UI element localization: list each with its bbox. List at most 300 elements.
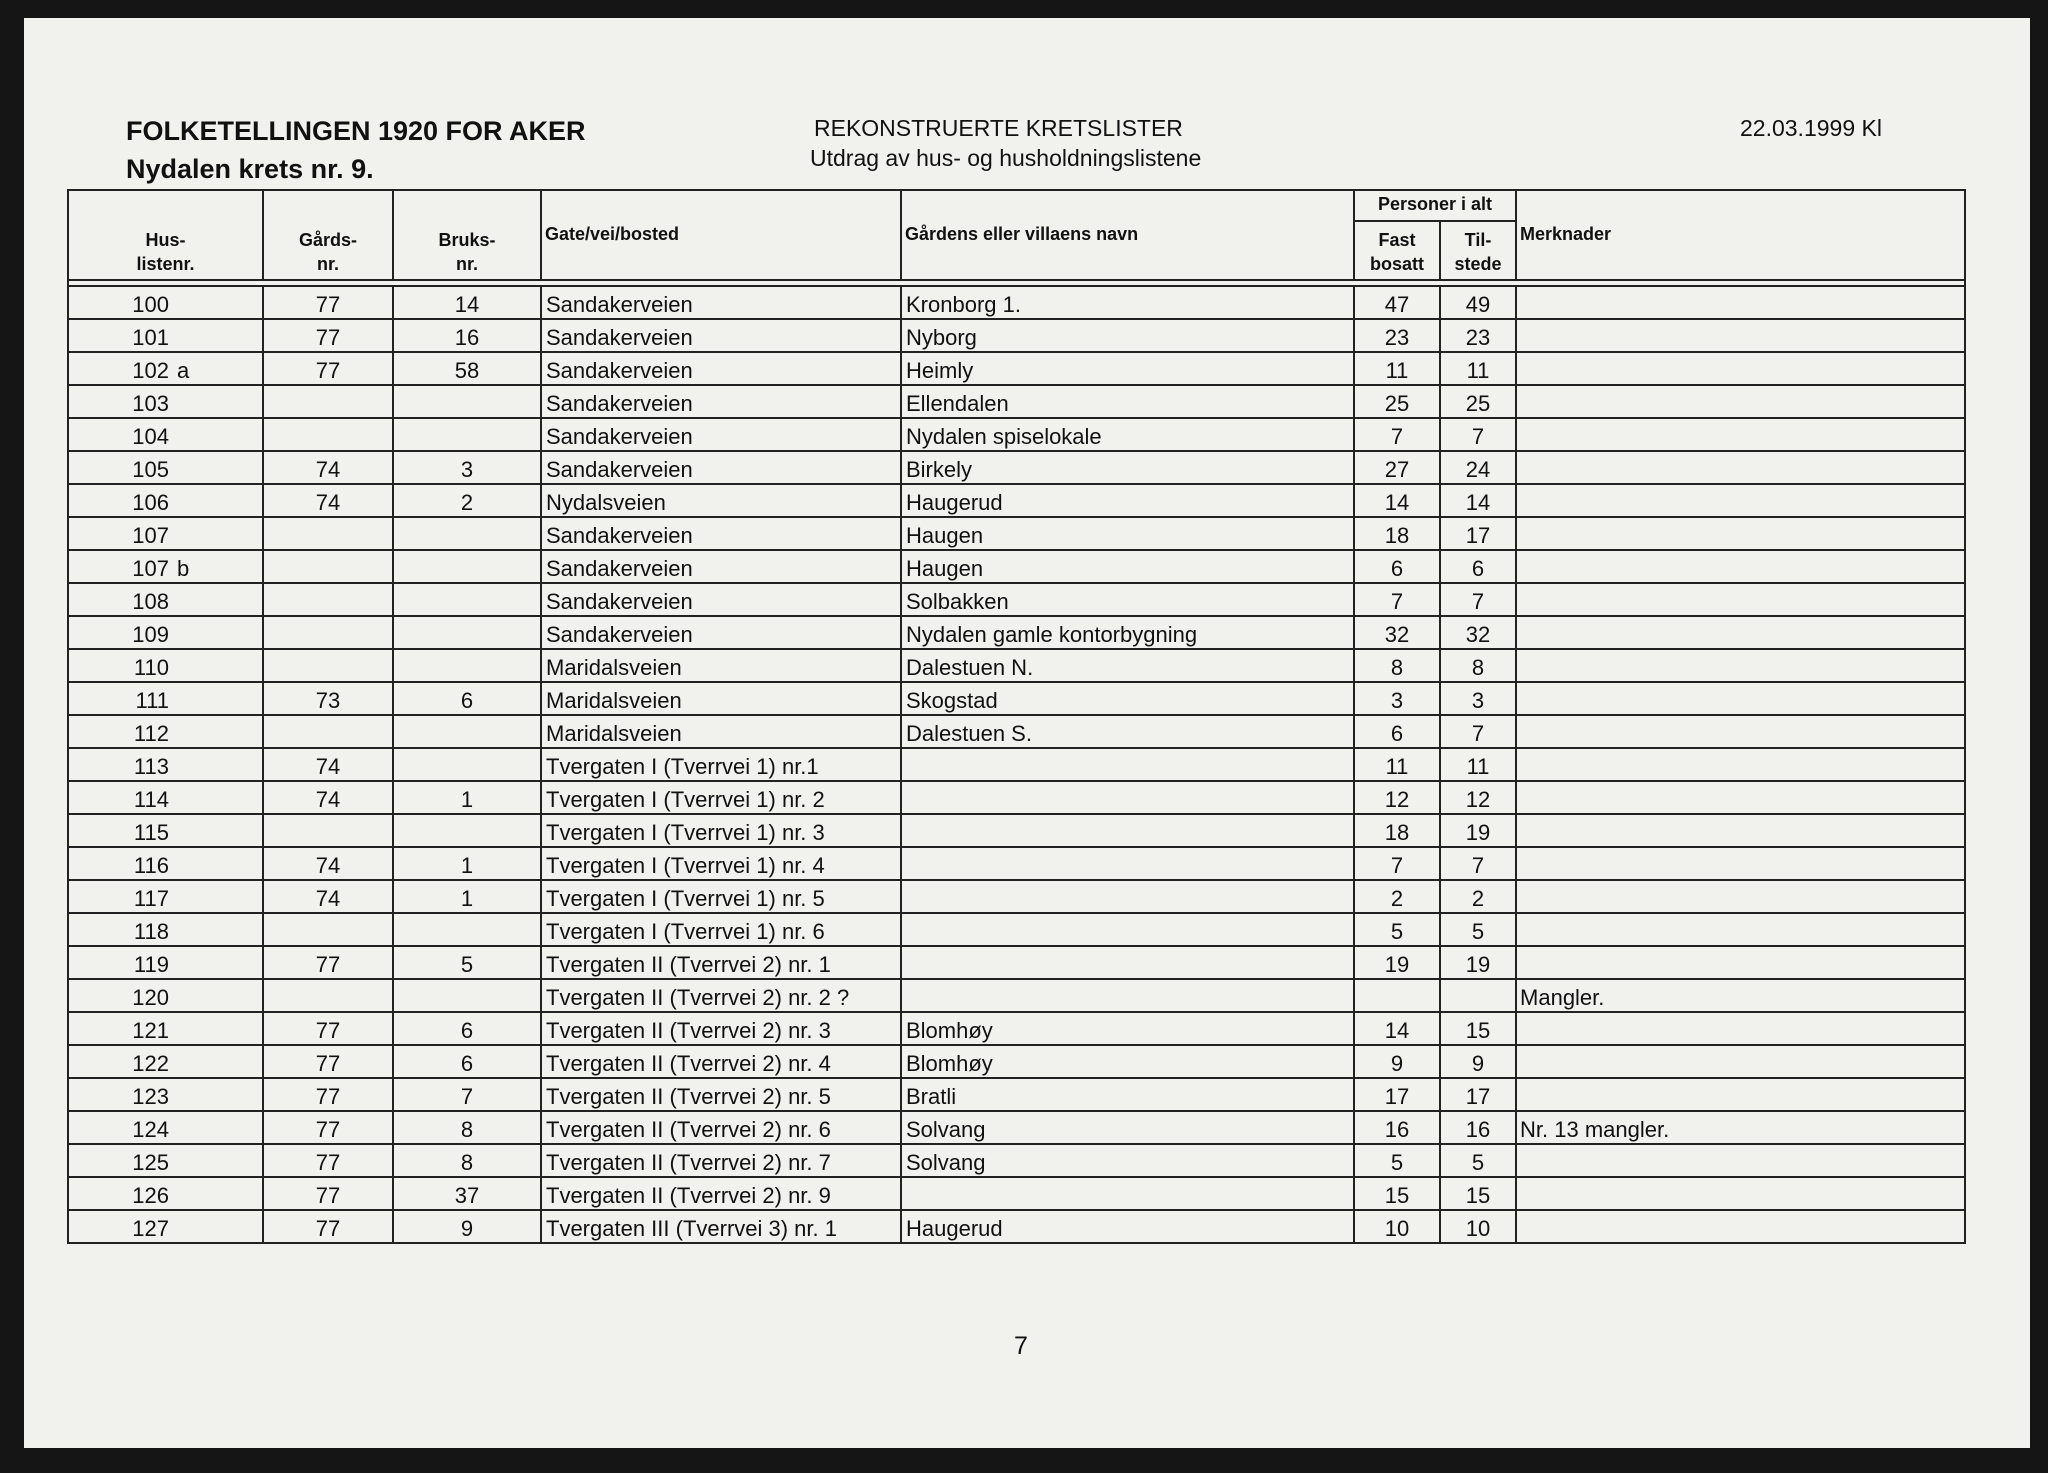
cell-navn: Solvang bbox=[901, 1111, 1354, 1144]
cell-gards-nr: 74 bbox=[263, 847, 393, 880]
table-row bbox=[68, 418, 1965, 451]
cell-til-stede: 2 bbox=[1440, 880, 1516, 913]
table-row bbox=[68, 1177, 1965, 1210]
col-header-merknader: Merknader bbox=[1516, 190, 1965, 280]
table-row bbox=[68, 913, 1965, 946]
table-row bbox=[68, 385, 1965, 418]
cell-gards-nr: 77 bbox=[263, 1045, 393, 1078]
cell-bruks-nr: 6 bbox=[393, 1045, 541, 1078]
cell-bruks-nr bbox=[393, 550, 541, 583]
cell-bruks-nr bbox=[393, 814, 541, 847]
cell-navn bbox=[901, 1177, 1354, 1210]
table-row bbox=[68, 583, 1965, 616]
table-row bbox=[68, 715, 1965, 748]
cell-navn bbox=[901, 781, 1354, 814]
cell-bruks-nr bbox=[393, 649, 541, 682]
cell-bruks-nr: 7 bbox=[393, 1078, 541, 1111]
cell-merknad bbox=[1516, 517, 1965, 550]
cell-gards-nr: 77 bbox=[263, 1111, 393, 1144]
cell-husliste-suffix bbox=[175, 1210, 263, 1243]
cell-bruks-nr bbox=[393, 715, 541, 748]
cell-gards-nr: 74 bbox=[263, 451, 393, 484]
cell-merknad bbox=[1516, 814, 1965, 847]
cell-navn: Skogstad bbox=[901, 682, 1354, 715]
cell-gards-nr: 77 bbox=[263, 319, 393, 352]
cell-til-stede: 17 bbox=[1440, 1078, 1516, 1111]
cell-fast-bosatt: 15 bbox=[1354, 1177, 1440, 1210]
cell-husliste-suffix bbox=[175, 913, 263, 946]
cell-gate: Tvergaten II (Tverrvei 2) nr. 3 bbox=[541, 1012, 901, 1045]
cell-husliste-nr: 109 bbox=[68, 616, 175, 649]
col-header-gards-line1: Gårds- bbox=[298, 230, 358, 250]
col-header-gards-line2: nr. bbox=[316, 254, 339, 274]
cell-fast-bosatt: 7 bbox=[1354, 418, 1440, 451]
cell-gards-nr: 77 bbox=[263, 1078, 393, 1111]
cell-fast-bosatt: 32 bbox=[1354, 616, 1440, 649]
cell-husliste-nr: 115 bbox=[68, 814, 175, 847]
cell-husliste-suffix bbox=[175, 418, 263, 451]
cell-husliste-suffix bbox=[175, 1045, 263, 1078]
cell-fast-bosatt: 27 bbox=[1354, 451, 1440, 484]
cell-fast-bosatt bbox=[1354, 979, 1440, 1012]
cell-bruks-nr: 8 bbox=[393, 1111, 541, 1144]
cell-bruks-nr bbox=[393, 913, 541, 946]
cell-gate: Tvergaten I (Tverrvei 1) nr. 6 bbox=[541, 913, 901, 946]
cell-bruks-nr bbox=[393, 583, 541, 616]
cell-fast-bosatt: 18 bbox=[1354, 814, 1440, 847]
cell-husliste-nr: 118 bbox=[68, 913, 175, 946]
cell-gate: Tvergaten II (Tverrvei 2) nr. 9 bbox=[541, 1177, 901, 1210]
cell-merknad bbox=[1516, 1078, 1965, 1111]
cell-merknad bbox=[1516, 847, 1965, 880]
cell-gards-nr bbox=[263, 385, 393, 418]
cell-merknad bbox=[1516, 550, 1965, 583]
cell-merknad bbox=[1516, 319, 1965, 352]
cell-bruks-nr: 6 bbox=[393, 682, 541, 715]
cell-navn bbox=[901, 913, 1354, 946]
cell-husliste-nr: 116 bbox=[68, 847, 175, 880]
cell-fast-bosatt: 3 bbox=[1354, 682, 1440, 715]
cell-fast-bosatt: 8 bbox=[1354, 649, 1440, 682]
cell-gate: Tvergaten II (Tverrvei 2) nr. 7 bbox=[541, 1144, 901, 1177]
col-header-gate: Gate/vei/bosted bbox=[541, 190, 901, 280]
cell-til-stede: 7 bbox=[1440, 847, 1516, 880]
cell-gate: Maridalsveien bbox=[541, 715, 901, 748]
cell-merknad bbox=[1516, 781, 1965, 814]
cell-gate: Sandakerveien bbox=[541, 385, 901, 418]
cell-bruks-nr: 37 bbox=[393, 1177, 541, 1210]
cell-merknad bbox=[1516, 649, 1965, 682]
cell-fast-bosatt: 6 bbox=[1354, 550, 1440, 583]
cell-til-stede: 23 bbox=[1440, 319, 1516, 352]
cell-fast-bosatt: 16 bbox=[1354, 1111, 1440, 1144]
col-header-fast-line2: bosatt bbox=[1370, 254, 1424, 274]
table-row bbox=[68, 649, 1965, 682]
cell-gards-nr bbox=[263, 418, 393, 451]
cell-til-stede: 19 bbox=[1440, 814, 1516, 847]
cell-gards-nr: 74 bbox=[263, 748, 393, 781]
cell-merknad bbox=[1516, 748, 1965, 781]
table-row bbox=[68, 1210, 1965, 1243]
cell-gate: Tvergaten II (Tverrvei 2) nr. 1 bbox=[541, 946, 901, 979]
cell-bruks-nr bbox=[393, 748, 541, 781]
col-header-bruks-line2: nr. bbox=[455, 254, 478, 274]
cell-gate: Tvergaten I (Tverrvei 1) nr. 4 bbox=[541, 847, 901, 880]
cell-til-stede: 9 bbox=[1440, 1045, 1516, 1078]
cell-gards-nr: 74 bbox=[263, 880, 393, 913]
cell-gate: Sandakerveien bbox=[541, 418, 901, 451]
center-subheading: Utdrag av hus- og husholdningslistene bbox=[810, 145, 1202, 171]
cell-husliste-suffix bbox=[175, 814, 263, 847]
cell-til-stede: 12 bbox=[1440, 781, 1516, 814]
table-row bbox=[68, 1045, 1965, 1078]
cell-merknad bbox=[1516, 286, 1965, 319]
cell-navn: Haugerud bbox=[901, 484, 1354, 517]
cell-husliste-nr: 111 bbox=[68, 682, 175, 715]
cell-gate: Tvergaten II (Tverrvei 2) nr. 2 ? bbox=[541, 979, 901, 1012]
cell-husliste-nr: 100 bbox=[68, 286, 175, 319]
cell-til-stede: 15 bbox=[1440, 1177, 1516, 1210]
cell-husliste-suffix bbox=[175, 1078, 263, 1111]
cell-husliste-suffix: b bbox=[175, 550, 263, 583]
cell-gate: Tvergaten II (Tverrvei 2) nr. 6 bbox=[541, 1111, 901, 1144]
cell-merknad bbox=[1516, 1210, 1965, 1243]
cell-bruks-nr: 1 bbox=[393, 880, 541, 913]
cell-fast-bosatt: 14 bbox=[1354, 1012, 1440, 1045]
cell-husliste-suffix bbox=[175, 847, 263, 880]
cell-til-stede: 7 bbox=[1440, 715, 1516, 748]
cell-bruks-nr bbox=[393, 385, 541, 418]
cell-gards-nr bbox=[263, 583, 393, 616]
cell-gards-nr bbox=[263, 550, 393, 583]
cell-gards-nr: 77 bbox=[263, 1144, 393, 1177]
cell-navn: Haugen bbox=[901, 517, 1354, 550]
cell-merknad bbox=[1516, 946, 1965, 979]
col-header-bruks-line1: Bruks- bbox=[438, 230, 496, 250]
col-header-fast bbox=[1354, 221, 1440, 280]
cell-navn: Nydalen spiselokale bbox=[901, 418, 1354, 451]
cell-merknad bbox=[1516, 1177, 1965, 1210]
cell-husliste-suffix bbox=[175, 319, 263, 352]
cell-fast-bosatt: 25 bbox=[1354, 385, 1440, 418]
cell-husliste-nr: 123 bbox=[68, 1078, 175, 1111]
cell-fast-bosatt: 11 bbox=[1354, 352, 1440, 385]
col-header-bruks bbox=[393, 190, 541, 280]
cell-gate: Tvergaten I (Tverrvei 1) nr. 5 bbox=[541, 880, 901, 913]
col-header-hus bbox=[68, 190, 263, 280]
cell-merknad bbox=[1516, 484, 1965, 517]
cell-til-stede: 16 bbox=[1440, 1111, 1516, 1144]
cell-husliste-suffix: a bbox=[175, 352, 263, 385]
cell-gate: Tvergaten II (Tverrvei 2) nr. 4 bbox=[541, 1045, 901, 1078]
cell-gards-nr: 74 bbox=[263, 781, 393, 814]
cell-husliste-suffix bbox=[175, 781, 263, 814]
table-row bbox=[68, 946, 1965, 979]
cell-fast-bosatt: 6 bbox=[1354, 715, 1440, 748]
cell-bruks-nr: 1 bbox=[393, 781, 541, 814]
cell-bruks-nr: 3 bbox=[393, 451, 541, 484]
cell-gate: Maridalsveien bbox=[541, 649, 901, 682]
col-header-personer: Personer i alt bbox=[1354, 190, 1516, 221]
col-header-til bbox=[1440, 221, 1516, 280]
cell-husliste-nr: 114 bbox=[68, 781, 175, 814]
cell-gate: Sandakerveien bbox=[541, 286, 901, 319]
cell-til-stede: 11 bbox=[1440, 352, 1516, 385]
date-stamp: 22.03.1999 Kl bbox=[1740, 115, 1882, 141]
cell-fast-bosatt: 11 bbox=[1354, 748, 1440, 781]
cell-husliste-nr: 127 bbox=[68, 1210, 175, 1243]
document-subtitle: Nydalen krets nr. 9. bbox=[126, 154, 374, 184]
cell-gate: Sandakerveien bbox=[541, 517, 901, 550]
cell-husliste-suffix bbox=[175, 484, 263, 517]
cell-husliste-suffix bbox=[175, 979, 263, 1012]
cell-navn: Nyborg bbox=[901, 319, 1354, 352]
cell-bruks-nr bbox=[393, 616, 541, 649]
cell-husliste-suffix bbox=[175, 1012, 263, 1045]
cell-gate: Maridalsveien bbox=[541, 682, 901, 715]
cell-fast-bosatt: 17 bbox=[1354, 1078, 1440, 1111]
cell-husliste-nr: 119 bbox=[68, 946, 175, 979]
cell-gards-nr bbox=[263, 517, 393, 550]
cell-husliste-nr: 107 bbox=[68, 550, 175, 583]
cell-til-stede: 17 bbox=[1440, 517, 1516, 550]
table-row bbox=[68, 979, 1965, 1012]
cell-navn: Haugerud bbox=[901, 1210, 1354, 1243]
col-header-til-line2: stede bbox=[1454, 254, 1502, 274]
cell-til-stede: 14 bbox=[1440, 484, 1516, 517]
cell-navn bbox=[901, 748, 1354, 781]
cell-navn: Heimly bbox=[901, 352, 1354, 385]
cell-husliste-suffix bbox=[175, 451, 263, 484]
cell-gate: Tvergaten I (Tverrvei 1) nr.1 bbox=[541, 748, 901, 781]
cell-til-stede: 24 bbox=[1440, 451, 1516, 484]
cell-merknad: Mangler. bbox=[1516, 979, 1965, 1012]
cell-bruks-nr: 58 bbox=[393, 352, 541, 385]
cell-til-stede: 7 bbox=[1440, 418, 1516, 451]
cell-navn bbox=[901, 880, 1354, 913]
cell-husliste-suffix bbox=[175, 1111, 263, 1144]
cell-fast-bosatt: 18 bbox=[1354, 517, 1440, 550]
cell-bruks-nr: 14 bbox=[393, 286, 541, 319]
cell-husliste-suffix bbox=[175, 946, 263, 979]
cell-bruks-nr: 16 bbox=[393, 319, 541, 352]
cell-merknad bbox=[1516, 1012, 1965, 1045]
table-row bbox=[68, 319, 1965, 352]
cell-bruks-nr: 1 bbox=[393, 847, 541, 880]
cell-til-stede: 6 bbox=[1440, 550, 1516, 583]
cell-husliste-nr: 120 bbox=[68, 979, 175, 1012]
cell-gards-nr: 77 bbox=[263, 1210, 393, 1243]
col-header-til-line1: Til- bbox=[1464, 230, 1492, 250]
cell-navn: Bratli bbox=[901, 1078, 1354, 1111]
cell-til-stede: 5 bbox=[1440, 1144, 1516, 1177]
cell-til-stede: 25 bbox=[1440, 385, 1516, 418]
cell-merknad bbox=[1516, 715, 1965, 748]
page-number: 7 bbox=[1014, 1332, 1028, 1360]
cell-fast-bosatt: 7 bbox=[1354, 847, 1440, 880]
cell-bruks-nr: 6 bbox=[393, 1012, 541, 1045]
cell-fast-bosatt: 5 bbox=[1354, 1144, 1440, 1177]
cell-merknad: Nr. 13 mangler. bbox=[1516, 1111, 1965, 1144]
cell-gate: Sandakerveien bbox=[541, 451, 901, 484]
cell-fast-bosatt: 14 bbox=[1354, 484, 1440, 517]
cell-til-stede: 19 bbox=[1440, 946, 1516, 979]
col-header-gards bbox=[263, 190, 393, 280]
cell-husliste-suffix bbox=[175, 583, 263, 616]
cell-husliste-suffix bbox=[175, 517, 263, 550]
cell-husliste-suffix bbox=[175, 715, 263, 748]
cell-husliste-nr: 101 bbox=[68, 319, 175, 352]
cell-til-stede: 15 bbox=[1440, 1012, 1516, 1045]
cell-navn: Ellendalen bbox=[901, 385, 1354, 418]
cell-fast-bosatt: 9 bbox=[1354, 1045, 1440, 1078]
cell-gards-nr bbox=[263, 913, 393, 946]
table-row bbox=[68, 1078, 1965, 1111]
cell-fast-bosatt: 19 bbox=[1354, 946, 1440, 979]
cell-husliste-nr: 122 bbox=[68, 1045, 175, 1078]
table-row bbox=[68, 814, 1965, 847]
cell-gards-nr: 77 bbox=[263, 286, 393, 319]
col-header-fast-line1: Fast bbox=[1378, 230, 1416, 250]
cell-navn: Solbakken bbox=[901, 583, 1354, 616]
cell-til-stede: 3 bbox=[1440, 682, 1516, 715]
cell-gate: Sandakerveien bbox=[541, 583, 901, 616]
cell-husliste-nr: 125 bbox=[68, 1144, 175, 1177]
cell-til-stede bbox=[1440, 979, 1516, 1012]
cell-navn: Blomhøy bbox=[901, 1012, 1354, 1045]
table-row bbox=[68, 1111, 1965, 1144]
cell-til-stede: 49 bbox=[1440, 286, 1516, 319]
cell-merknad bbox=[1516, 682, 1965, 715]
cell-navn: Nydalen gamle kontorbygning bbox=[901, 616, 1354, 649]
cell-husliste-suffix bbox=[175, 616, 263, 649]
document-title: FOLKETELLINGEN 1920 FOR AKER bbox=[126, 116, 586, 146]
col-header-navn: Gårdens eller villaens navn bbox=[901, 190, 1354, 280]
cell-fast-bosatt: 5 bbox=[1354, 913, 1440, 946]
cell-gards-nr: 77 bbox=[263, 352, 393, 385]
col-header-hus-line1: Hus- bbox=[145, 230, 186, 250]
cell-gate: Tvergaten III (Tverrvei 3) nr. 1 bbox=[541, 1210, 901, 1243]
cell-husliste-nr: 124 bbox=[68, 1111, 175, 1144]
cell-husliste-nr: 113 bbox=[68, 748, 175, 781]
cell-gate: Tvergaten II (Tverrvei 2) nr. 5 bbox=[541, 1078, 901, 1111]
cell-husliste-nr: 108 bbox=[68, 583, 175, 616]
cell-navn: Haugen bbox=[901, 550, 1354, 583]
cell-merknad bbox=[1516, 616, 1965, 649]
table-header bbox=[68, 190, 1965, 286]
table-row bbox=[68, 286, 1965, 319]
cell-husliste-nr: 103 bbox=[68, 385, 175, 418]
cell-husliste-nr: 104 bbox=[68, 418, 175, 451]
cell-fast-bosatt: 10 bbox=[1354, 1210, 1440, 1243]
cell-husliste-nr: 107 bbox=[68, 517, 175, 550]
cell-husliste-nr: 121 bbox=[68, 1012, 175, 1045]
cell-gards-nr bbox=[263, 649, 393, 682]
cell-fast-bosatt: 7 bbox=[1354, 583, 1440, 616]
cell-merknad bbox=[1516, 352, 1965, 385]
col-header-hus-line2: listenr. bbox=[136, 254, 195, 274]
cell-gards-nr: 77 bbox=[263, 1012, 393, 1045]
cell-til-stede: 10 bbox=[1440, 1210, 1516, 1243]
cell-husliste-suffix bbox=[175, 748, 263, 781]
cell-fast-bosatt: 47 bbox=[1354, 286, 1440, 319]
cell-navn: Kronborg 1. bbox=[901, 286, 1354, 319]
cell-navn bbox=[901, 847, 1354, 880]
cell-husliste-nr: 112 bbox=[68, 715, 175, 748]
cell-gate: Tvergaten I (Tverrvei 1) nr. 2 bbox=[541, 781, 901, 814]
table-row bbox=[68, 748, 1965, 781]
cell-navn bbox=[901, 979, 1354, 1012]
cell-bruks-nr: 9 bbox=[393, 1210, 541, 1243]
cell-gards-nr: 74 bbox=[263, 484, 393, 517]
cell-husliste-suffix bbox=[175, 1144, 263, 1177]
cell-navn bbox=[901, 814, 1354, 847]
table-row bbox=[68, 1012, 1965, 1045]
cell-gate: Sandakerveien bbox=[541, 616, 901, 649]
cell-merknad bbox=[1516, 913, 1965, 946]
document-page bbox=[24, 18, 2030, 1448]
cell-husliste-suffix bbox=[175, 385, 263, 418]
cell-gards-nr bbox=[263, 979, 393, 1012]
table-row bbox=[68, 451, 1965, 484]
census-table bbox=[67, 189, 1966, 1244]
cell-gards-nr: 77 bbox=[263, 1177, 393, 1210]
cell-husliste-nr: 117 bbox=[68, 880, 175, 913]
table-row bbox=[68, 550, 1965, 583]
cell-bruks-nr bbox=[393, 979, 541, 1012]
cell-bruks-nr: 2 bbox=[393, 484, 541, 517]
cell-navn: Dalestuen N. bbox=[901, 649, 1354, 682]
cell-navn: Blomhøy bbox=[901, 1045, 1354, 1078]
cell-husliste-suffix bbox=[175, 286, 263, 319]
table-row bbox=[68, 352, 1965, 385]
cell-gate: Sandakerveien bbox=[541, 352, 901, 385]
cell-navn: Dalestuen S. bbox=[901, 715, 1354, 748]
table-row bbox=[68, 880, 1965, 913]
cell-merknad bbox=[1516, 451, 1965, 484]
cell-husliste-suffix bbox=[175, 1177, 263, 1210]
cell-husliste-nr: 105 bbox=[68, 451, 175, 484]
cell-gards-nr bbox=[263, 616, 393, 649]
cell-til-stede: 32 bbox=[1440, 616, 1516, 649]
cell-bruks-nr bbox=[393, 517, 541, 550]
cell-merknad bbox=[1516, 1045, 1965, 1078]
cell-til-stede: 5 bbox=[1440, 913, 1516, 946]
cell-gate: Sandakerveien bbox=[541, 550, 901, 583]
cell-gards-nr bbox=[263, 814, 393, 847]
cell-gate: Sandakerveien bbox=[541, 319, 901, 352]
center-heading: REKONSTRUERTE KRETSLISTER bbox=[814, 115, 1183, 141]
table-row bbox=[68, 682, 1965, 715]
cell-husliste-nr: 126 bbox=[68, 1177, 175, 1210]
table-row bbox=[68, 484, 1965, 517]
cell-merknad bbox=[1516, 1144, 1965, 1177]
cell-til-stede: 8 bbox=[1440, 649, 1516, 682]
cell-navn: Solvang bbox=[901, 1144, 1354, 1177]
cell-fast-bosatt: 2 bbox=[1354, 880, 1440, 913]
cell-gate: Tvergaten I (Tverrvei 1) nr. 3 bbox=[541, 814, 901, 847]
cell-husliste-suffix bbox=[175, 880, 263, 913]
cell-bruks-nr: 8 bbox=[393, 1144, 541, 1177]
cell-bruks-nr: 5 bbox=[393, 946, 541, 979]
cell-gards-nr bbox=[263, 715, 393, 748]
cell-merknad bbox=[1516, 880, 1965, 913]
cell-til-stede: 7 bbox=[1440, 583, 1516, 616]
table-row bbox=[68, 847, 1965, 880]
cell-navn: Birkely bbox=[901, 451, 1354, 484]
table-row bbox=[68, 616, 1965, 649]
cell-husliste-nr: 106 bbox=[68, 484, 175, 517]
